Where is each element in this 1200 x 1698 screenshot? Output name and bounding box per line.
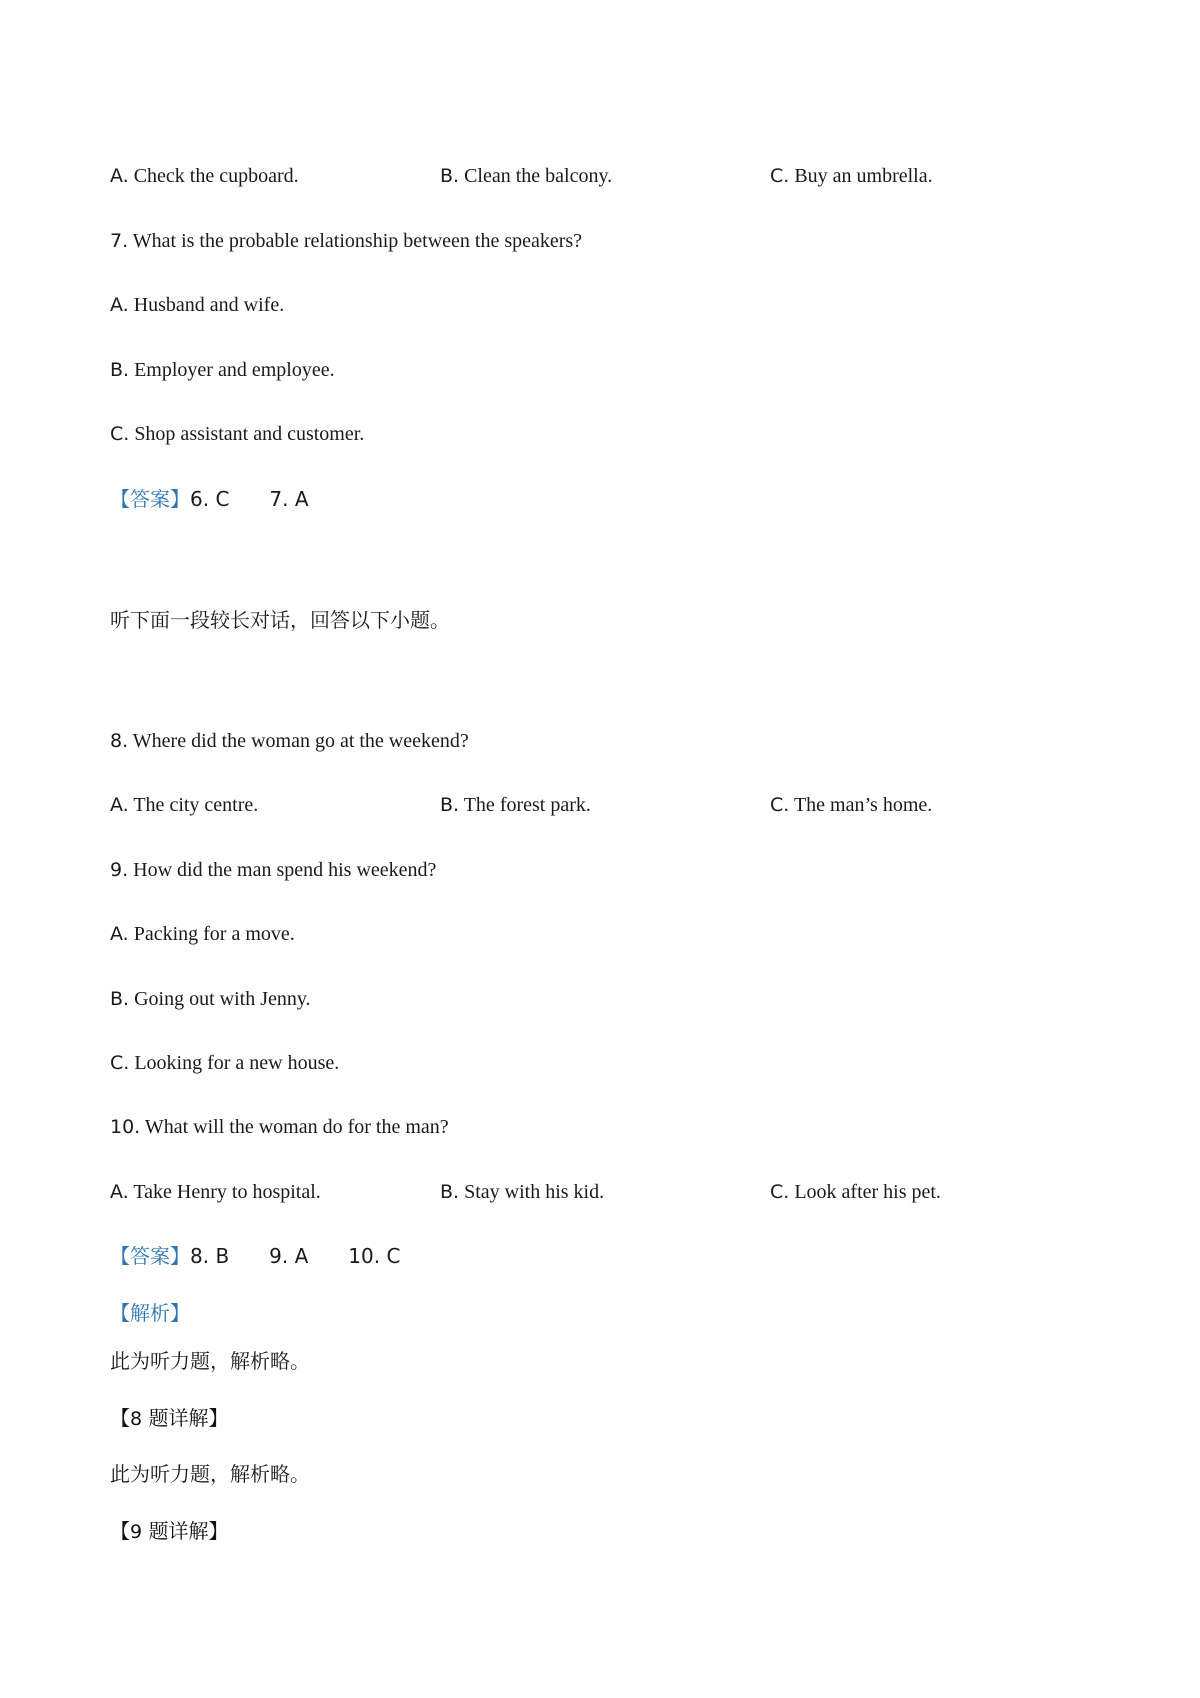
q8-option-b [440, 792, 591, 818]
answer-value: 6. C [190, 487, 230, 511]
answer-value: 8. B [190, 1244, 230, 1268]
bracket-open: 【 [110, 1406, 130, 1430]
option-label: A. [110, 923, 129, 945]
option-text: Shop assistant and customer. [134, 423, 365, 445]
q8-option-c [770, 792, 932, 818]
option-text: The man’s home. [793, 794, 933, 816]
option-text: The city centre. [133, 794, 259, 816]
analysis-tag: 【解析】 [110, 1301, 190, 1325]
q7-option-c [110, 421, 364, 447]
option-label: A. [110, 165, 129, 187]
q10-option-b [440, 1179, 604, 1205]
q6-option-c [770, 163, 933, 189]
option-label: B. [110, 359, 130, 381]
question-text: What will the woman do for the man? [144, 1116, 449, 1138]
answer-tag: 【答案】 [110, 487, 190, 511]
option-label: C. [770, 794, 790, 816]
listening-instruction: 听下面一段较长对话，回答以下小题。 [110, 608, 450, 632]
answer-value: 10. C [348, 1244, 401, 1268]
bracket-open: 【 [110, 1519, 130, 1543]
option-text: Employer and employee. [134, 359, 335, 381]
q9-option-a [110, 921, 295, 947]
option-text: The forest park. [463, 794, 591, 816]
option-text: Packing for a move. [133, 923, 295, 945]
q10-option-a [110, 1179, 321, 1205]
option-text: Look after his pet. [794, 1181, 941, 1203]
question-10 [110, 1114, 449, 1140]
option-label: C. [770, 165, 790, 187]
q6-option-b [440, 163, 612, 189]
option-label: B. [110, 988, 130, 1010]
option-text: Going out with Jenny. [134, 988, 311, 1010]
option-label: C. [110, 1052, 130, 1074]
option-text: Stay with his kid. [464, 1181, 605, 1203]
q9-option-c [110, 1050, 339, 1076]
question-number: 8. [110, 730, 129, 752]
analysis-text: 此为听力题，解析略。 [110, 1462, 310, 1486]
q6-option-a [110, 163, 299, 189]
option-label: B. [440, 1181, 460, 1203]
option-label: A. [110, 1181, 129, 1203]
option-text: Husband and wife. [133, 294, 285, 316]
option-label: C. [110, 423, 130, 445]
heading-number: 9 [130, 1521, 143, 1543]
question-number: 7. [110, 230, 129, 252]
question-8-detail-heading [110, 1405, 228, 1432]
q7-option-b [110, 357, 335, 383]
option-label: A. [110, 794, 129, 816]
question-text: How did the man spend his weekend? [133, 859, 437, 881]
answer-value: 9. A [269, 1244, 309, 1268]
heading-text: 题详解】 [142, 1519, 229, 1543]
option-label: B. [440, 794, 460, 816]
q9-option-b [110, 986, 311, 1012]
question-text: Where did the woman go at the weekend? [132, 730, 469, 752]
option-text: Check the cupboard. [133, 165, 299, 187]
answer-line-1 [110, 486, 349, 513]
q10-option-c [770, 1179, 941, 1205]
analysis-text: 此为听力题，解析略。 [110, 1349, 310, 1373]
heading-text: 题详解】 [142, 1406, 229, 1430]
question-number: 9. [110, 859, 129, 881]
question-text: What is the probable relationship between the speakers? [132, 230, 583, 252]
question-number: 10. [110, 1116, 141, 1138]
option-label: A. [110, 294, 129, 316]
answer-tag: 【答案】 [110, 1244, 190, 1268]
answer-value: 7. A [269, 487, 309, 511]
heading-number: 8 [130, 1408, 143, 1430]
option-label: B. [440, 165, 460, 187]
q7-option-a [110, 292, 284, 318]
question-7 [110, 228, 582, 254]
answer-line-2 [110, 1243, 440, 1270]
option-text: Clean the balcony. [464, 165, 613, 187]
option-text: Take Henry to hospital. [133, 1181, 321, 1203]
question-8 [110, 728, 469, 754]
question-9 [110, 857, 436, 883]
q8-option-a [110, 792, 258, 818]
option-text: Buy an umbrella. [794, 165, 933, 187]
option-label: C. [770, 1181, 790, 1203]
question-9-detail-heading [110, 1518, 228, 1545]
option-text: Looking for a new house. [134, 1052, 340, 1074]
